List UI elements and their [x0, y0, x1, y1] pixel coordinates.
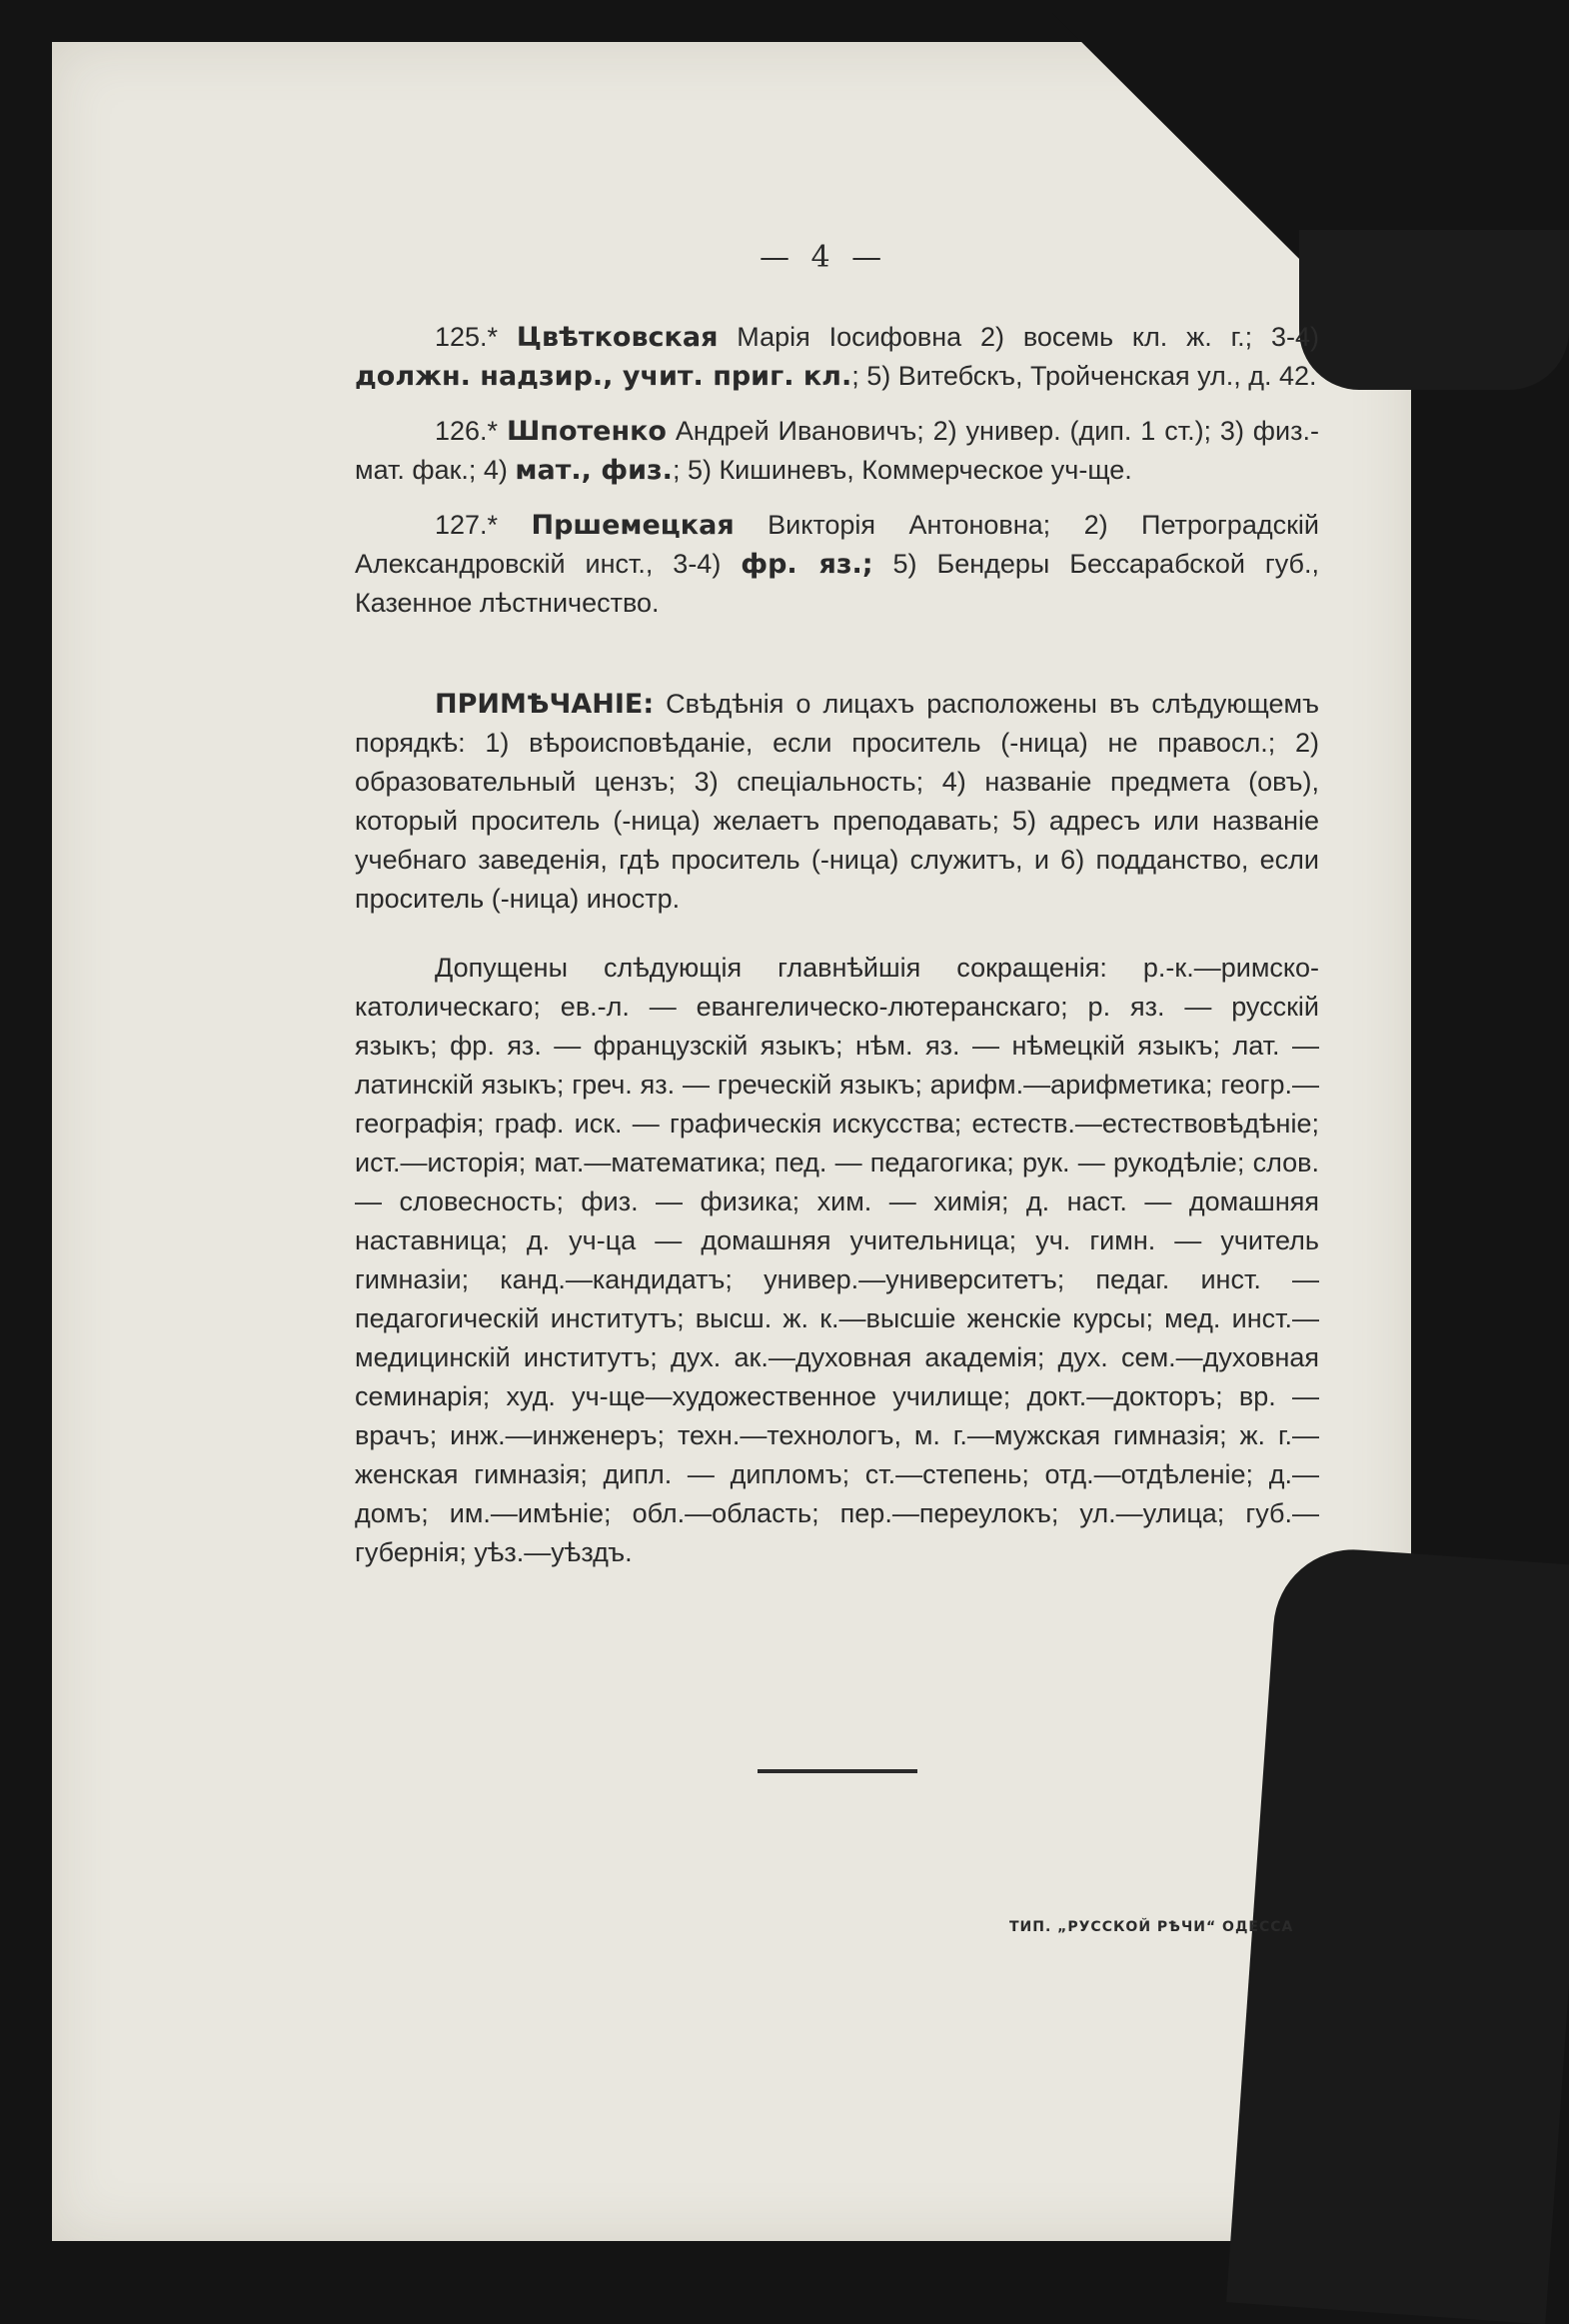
closing-rule	[758, 1769, 917, 1773]
note-text: Свѣдѣнія о лицахъ расположены въ слѣдующемъ порядкѣ: 1) вѣроисповѣданіе, если проситель (-ница) не правосл.; 2) образовательный цензъ; 3) спеціальность; 4) названіе предмета (овъ), который проситель (-ница) желаетъ преподавать; 5) адресъ или названіе учебнаго заведенія, гдѣ проситель (-ница) служитъ, и 6) подданство, если проситель (-ница) иностр.	[355, 689, 1319, 914]
entry-surname: Цвѣтковская	[516, 322, 719, 353]
note-paragraph	[355, 685, 1319, 919]
printer-imprint: ТИП. „РУССКОЙ РѢЧИ“ ОДЕССА	[1009, 1919, 1294, 1935]
entry-details: Андрей Ивановичъ; 2) универ. (дип. 1 ст.); 3) физ.-мат. фак.; 4)	[355, 416, 1319, 485]
page-body	[355, 318, 1319, 1599]
entry-address: ; 5) Кишиневъ, Коммерческое уч-ще.	[672, 455, 1132, 485]
abbreviations-paragraph: Допущены слѣдующія главнѣйшія сокращенія: р.-к.—римско-католическаго; ев.-л. — евангелическо-лютеранскаго; р. яз. — русскій языкъ; фр. яз. — французскій языкъ; нѣм. яз. — нѣмецкій языкъ; лат. — латинскій языкъ; греч. яз. — греческій языкъ; арифм.—арифметика; геогр.—географія; граф. иск. — графическія искусства; естеств.—естествовѣдѣніе; ист.—исторія; мат.—математика; пед. — педагогика; рук. — рукодѣліе; слов. — словесность; физ. — физика; хим. — химія; д. наст. — домашняя наставница; д. уч-ца — домашняя учительница; уч. гимн. — учитель гимназіи; канд.—кандидатъ; универ.—университетъ; педаг. инст. — педагогическій институтъ; высш. ж. к.—высшіе женскіе курсы; мед. инст.—медицинскій институтъ; дух. ак.—духовная академія; дух. сем.—духовная семинарія; худ. уч-ще—художественное училище; докт.—докторъ; вр. — врачъ; инж.—инженеръ; техн.—технологъ, м. г.—мужская гимназія; ж. г.—женская гимназія; дипл. — дипломъ; ст.—степень; отд.—отдѣленіе; д.—домъ; им.—имѣніе; обл.—область; пер.—переулокъ; ул.—улица; губ.—губернія; уѣз.—уѣздъ.	[355, 953, 1319, 1567]
entry-number: 125.*	[435, 322, 499, 352]
entry-surname: Пршемецкая	[531, 510, 735, 541]
note-heading: ПРИМѢЧАНІЕ:	[435, 689, 655, 720]
scanner-clip-top-right	[1299, 230, 1569, 390]
entry-125	[355, 318, 1319, 396]
entry-subject: фр. яз.;	[741, 549, 873, 580]
entry-address: ; 5) Витебскъ, Тройченская ул., д. 42.	[851, 361, 1317, 391]
entry-address: 5) Бендеры Бессарабской губ., Казенное лѣстничество.	[355, 549, 1320, 618]
entry-details: Марія Іосифовна 2) восемь кл. ж. г.; 3-4)	[718, 322, 1319, 352]
entry-subject: должн. надзир., учит. приг. кл.	[355, 361, 852, 392]
entry-surname: Шпотенко	[506, 416, 667, 447]
entry-127	[355, 506, 1319, 623]
entry-details: Викторія Антоновна; 2) Петроградскій Александровскій инст., 3-4)	[355, 510, 1319, 579]
entry-number: 127.*	[435, 510, 499, 540]
entry-subject: мат., физ.	[515, 455, 673, 486]
entry-number: 126.*	[435, 416, 499, 446]
page-number: — 4 —	[760, 240, 888, 275]
entry-126	[355, 412, 1319, 490]
